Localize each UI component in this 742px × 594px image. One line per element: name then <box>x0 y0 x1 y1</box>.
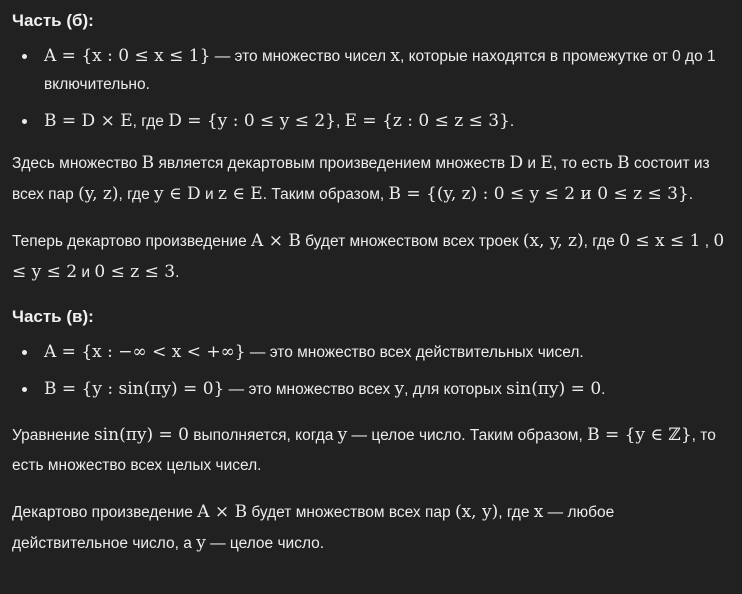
text: , то есть <box>552 155 618 172</box>
math-expression: A = {x : 0 ≤ x ≤ 1} <box>44 46 211 66</box>
text: Здесь множество <box>12 155 142 172</box>
math-expression: A × B <box>251 231 301 251</box>
list-item <box>12 375 730 404</box>
math-expression: y <box>337 425 348 445</box>
text: . <box>175 264 180 281</box>
text: . <box>688 186 694 203</box>
text: — целое число. Таким образом, <box>347 427 588 444</box>
text: — это множество чисел <box>210 48 391 65</box>
math-expression: 0 ≤ y ≤ 2 <box>12 231 725 282</box>
math-expression: B = {(y, z) : 0 ≤ y ≤ 2 и 0 ≤ z ≤ 3} <box>388 184 689 204</box>
text: — целое число. <box>205 535 325 552</box>
math-expression: B = {y ∈ ℤ} <box>587 425 692 445</box>
paragraph <box>12 148 730 210</box>
text: , для которых <box>404 381 507 398</box>
math-expression: A = {x : −∞ < x < +∞} <box>44 342 246 362</box>
math-expression: y <box>394 379 405 399</box>
list-item <box>12 42 730 99</box>
math-expression: E = {z : 0 ≤ z ≤ 3} <box>344 111 510 131</box>
part-b-list <box>12 42 730 136</box>
text: , где <box>498 504 534 521</box>
math-expression: z ∈ E <box>217 184 263 204</box>
text: , которые находятся в промежутке от 0 до 1 включительно. <box>44 48 716 93</box>
list-item <box>12 338 730 367</box>
text: , где <box>583 233 620 250</box>
text: . <box>601 381 606 398</box>
list-item <box>12 107 730 136</box>
text: . Таким образом, <box>262 186 389 203</box>
math-expression: (x, y, z) <box>522 231 584 251</box>
math-expression: (y, z) <box>78 184 119 204</box>
text: , то есть множество всех целых чисел. <box>12 427 716 474</box>
text: , где <box>132 113 169 130</box>
paragraph <box>12 420 730 481</box>
text: состоит из всех пар <box>12 155 710 203</box>
math-expression: D = {y : 0 ≤ y ≤ 2} <box>168 111 336 131</box>
section-heading-part-c: Часть (в): <box>12 307 94 326</box>
part-c-list <box>12 338 730 404</box>
math-expression: y ∈ D <box>154 184 201 204</box>
paragraph <box>12 497 730 559</box>
math-expression: D <box>509 153 524 173</box>
math-expression: 0 ≤ x ≤ 1 <box>619 231 701 251</box>
text: . <box>509 113 515 130</box>
math-expression: B <box>617 153 630 173</box>
paragraph <box>12 226 730 288</box>
text: Декартово произведение <box>12 504 198 521</box>
text: , <box>335 113 345 130</box>
math-expression: B <box>141 153 155 173</box>
math-expression: B = {y : sin(πy) = 0} <box>44 379 225 399</box>
math-expression: (x, y) <box>454 502 499 522</box>
math-expression: x <box>533 502 544 522</box>
text: , <box>700 233 714 250</box>
section-heading-part-b: Часть (б): <box>12 11 94 30</box>
text: является декартовым произведением множеств <box>154 155 510 172</box>
math-expression: B = D × E <box>44 111 133 131</box>
text: будет множеством всех троек <box>300 233 523 250</box>
math-expression: y <box>196 533 206 553</box>
math-expression: E <box>540 153 553 173</box>
text: и <box>523 155 541 172</box>
text: и <box>77 264 95 281</box>
math-expression: sin(πy) = 0 <box>93 425 189 445</box>
math-expression: x <box>390 46 400 66</box>
math-expression: 0 ≤ z ≤ 3 <box>94 262 176 282</box>
text: — это множество всех <box>224 381 395 398</box>
math-expression: sin(πy) = 0 <box>506 379 602 399</box>
text: Теперь декартово произведение <box>12 233 252 250</box>
text: и <box>200 186 218 203</box>
text: , где <box>118 186 155 203</box>
math-expression: A × B <box>197 502 248 522</box>
text: — любое действительное число, а <box>12 504 615 552</box>
text: выполняется, когда <box>188 427 338 444</box>
text: Уравнение <box>12 427 94 444</box>
text: будет множеством всех пар <box>247 504 455 521</box>
text: — это множество всех действительных чисел. <box>245 344 584 361</box>
